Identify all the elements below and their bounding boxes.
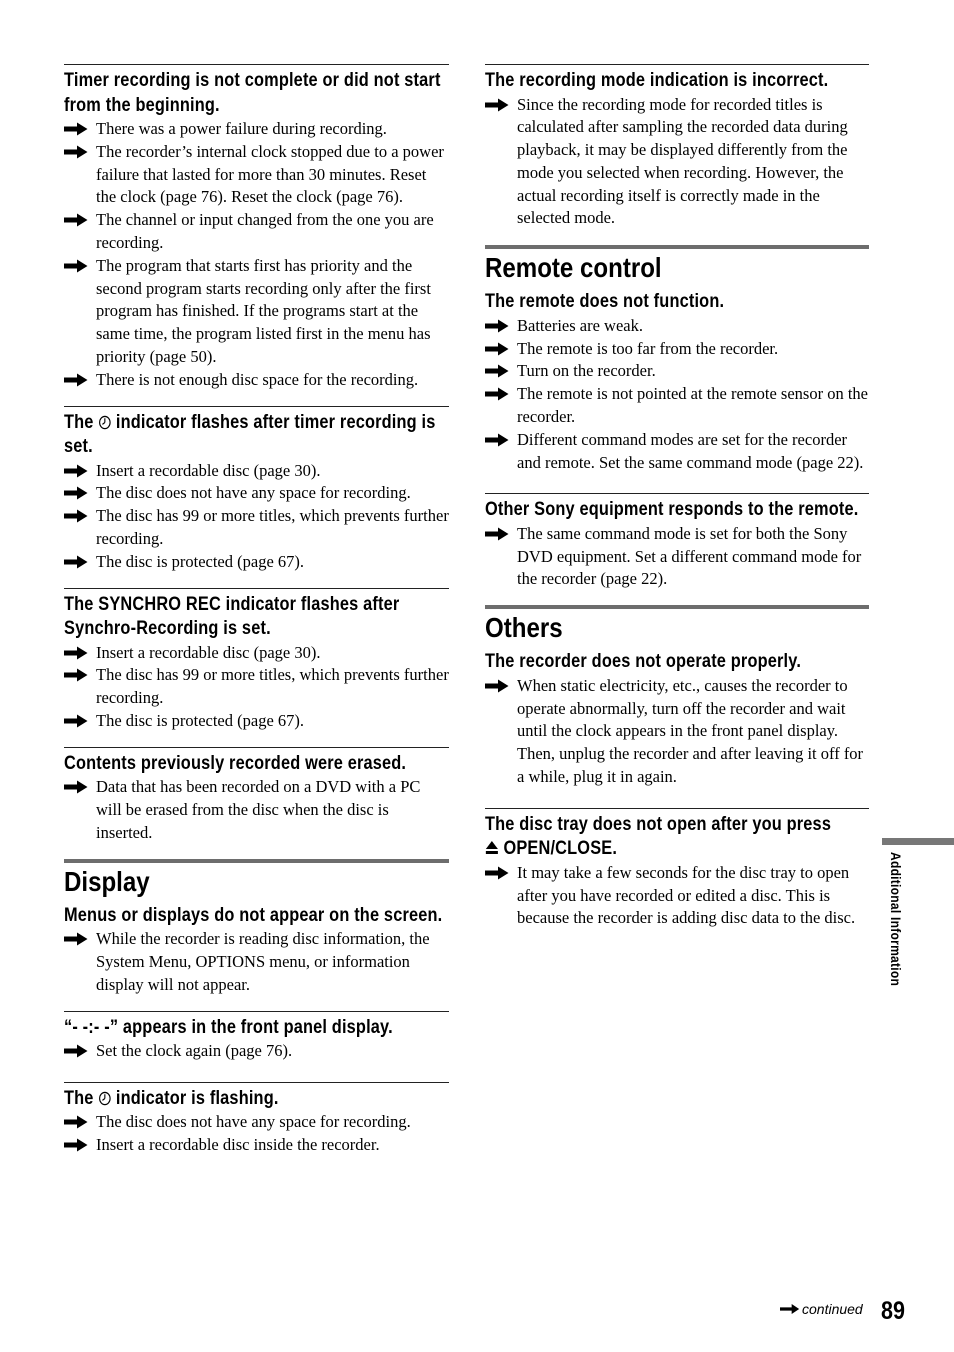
section-timer-indicator-flashes: [64, 406, 449, 574]
list-item-text: Insert a recordable disc inside the recorder.: [96, 1135, 380, 1155]
arrow-right-icon: [64, 486, 88, 500]
list-item-text: The disc has 99 or more titles, which prevents further recording.: [96, 506, 449, 548]
item-list: [64, 642, 449, 733]
section-synchro-rec: [64, 588, 449, 733]
arrow-right-icon: [485, 866, 509, 880]
item-list: [64, 1111, 449, 1157]
list-item: [485, 94, 869, 231]
item-list: [64, 118, 449, 392]
section-heading: The remote does not function.: [485, 291, 725, 313]
arrow-right-icon: [64, 259, 88, 273]
item-list: [64, 1040, 449, 1063]
section-front-panel-dashes: [64, 1011, 449, 1063]
left-column: [64, 64, 449, 1157]
section-heading: Timer recording is not complete or did not start from the beginning.: [64, 70, 441, 116]
section-recording-mode-incorrect: [485, 64, 869, 230]
list-item: [64, 1040, 449, 1063]
arrow-right-icon: [64, 373, 88, 387]
arrow-right-icon: [485, 433, 509, 447]
list-item-text: Insert a recordable disc (page 30).: [96, 642, 321, 662]
list-item: [485, 523, 869, 591]
list-item: [64, 460, 449, 483]
list-item-text: Insert a recordable disc (page 30).: [96, 460, 321, 480]
item-list: [64, 460, 449, 574]
list-item-text: Different command modes are set for the recorder and remote. Set the same command mode (page 22).: [517, 429, 864, 472]
list-item: [64, 551, 449, 574]
section-menus-not-appear: [64, 904, 449, 997]
list-item-text: There was a power failure during recording.: [96, 119, 387, 138]
list-item-text: When static electricity, etc., causes the recorder to operate abnormally, turn off the recorder and wait until the clock appears in the front panel display. Then, unplug the recorder and after leaving it off for a while, plug it in again.: [517, 675, 864, 786]
section-heading: The recording mode indication is incorrect.: [485, 70, 829, 91]
section-contents-erased: [64, 747, 449, 845]
list-item-text: The disc is protected (page 67).: [96, 710, 305, 730]
display-section-title: [64, 859, 449, 899]
heading-text-pre: The disc tray does not open after you press: [485, 813, 832, 835]
arrow-right-icon: [64, 555, 88, 569]
arrow-right-icon: [485, 342, 509, 356]
continued-text: continued: [802, 1301, 863, 1317]
item-list: [64, 776, 449, 844]
list-item-text: Turn on the recorder.: [517, 361, 656, 381]
list-item: [64, 1134, 449, 1157]
item-list: [485, 862, 869, 930]
right-column: [485, 64, 869, 930]
list-item-text: There is not enough disc space for the recording.: [96, 369, 419, 389]
section-heading: [485, 813, 868, 862]
section-heading: [64, 411, 448, 460]
list-item: [64, 1111, 449, 1134]
list-item-text: The disc has 99 or more titles, which prevents further recording.: [96, 665, 449, 708]
page-number: 89: [881, 1297, 905, 1325]
list-item: [64, 369, 449, 392]
arrow-right-icon: [64, 1115, 88, 1129]
list-item: [485, 429, 869, 475]
clock-icon: [98, 415, 111, 430]
list-item: [64, 664, 449, 710]
list-item: [64, 928, 449, 996]
arrow-right-icon: [64, 1138, 88, 1152]
arrow-right-icon: [485, 319, 509, 333]
list-item-text: Batteries are weak.: [517, 315, 643, 335]
list-item-text: The recorder’s internal clock stopped due to a power failure that lasted for more than 30 minutes. Reset the clock (page 76). Reset the clock (page 76).: [96, 141, 444, 207]
list-item: [64, 118, 449, 141]
arrow-right-icon: [64, 213, 88, 227]
arrow-right-icon: [780, 1303, 800, 1315]
others-section-title: [485, 605, 869, 645]
arrow-right-icon: [485, 527, 509, 541]
list-item-text: Data that has been recorded on a DVD with a PC will be erased from the disc when the disc is inserted.: [96, 777, 421, 842]
arrow-right-icon: [64, 668, 88, 682]
heading-text-post: OPEN/CLOSE.: [503, 838, 618, 860]
arrow-right-icon: [64, 780, 88, 794]
arrow-right-icon: [64, 509, 88, 523]
list-item: [64, 505, 449, 551]
section-heading: The recorder does not operate properly.: [485, 651, 802, 673]
list-item: [64, 255, 449, 369]
list-item-text: The channel or input changed from the one you are recording.: [96, 210, 434, 252]
arrow-right-icon: [64, 145, 88, 159]
arrow-right-icon: [485, 98, 509, 112]
list-item-text: It may take a few seconds for the disc tray to open after you have recorded or edited a disc. This is because the recorder is adding disc data to the disc.: [517, 862, 856, 928]
section-disc-tray: [485, 808, 869, 930]
heading-text-post: indicator flashes after timer recording is set.: [64, 411, 436, 458]
list-item-text: Since the recording mode for recorded titles is calculated after sampling the recorded data during playback, it may be displayed differently from the mode you selected when recording. However, the actual recording itself is correctly made in the selected mode.: [517, 94, 848, 228]
remote-section-title: [485, 245, 869, 285]
arrow-right-icon: [64, 714, 88, 728]
arrow-right-icon: [64, 1044, 88, 1058]
section-recorder-not-operate: [485, 650, 869, 788]
side-tab-bar: [882, 838, 954, 845]
list-item-text: The same command mode is set for both the Sony DVD equipment. Set a different command mode for the recorder (page 22).: [517, 523, 862, 589]
list-item-text: The remote is too far from the recorder.: [517, 338, 779, 358]
section-indicator-flashing: [64, 1082, 449, 1157]
list-item: [64, 642, 449, 665]
list-item-text: The disc does not have any space for recording.: [96, 483, 411, 503]
item-list: [64, 928, 449, 996]
side-tab-label: [887, 852, 907, 1022]
section-heading: “- -:- -” appears in the front panel display.: [64, 1016, 393, 1038]
arrow-right-icon: [485, 387, 509, 401]
section-other-sony: [485, 493, 869, 591]
section-heading: [64, 1087, 448, 1112]
section-heading: The SYNCHRO REC indicator flashes after Synchro-Recording is set.: [64, 593, 400, 640]
list-item: [64, 776, 449, 844]
list-item-text: The remote is not pointed at the remote sensor on the recorder.: [517, 384, 868, 426]
section-heading: Other Sony equipment responds to the remote.: [485, 499, 859, 521]
list-item: [485, 675, 869, 789]
remote-heading: Remote control: [485, 252, 662, 284]
item-list: [485, 675, 869, 789]
section-heading: Menus or displays do not appear on the screen.: [64, 904, 443, 926]
list-item: [485, 338, 869, 361]
clock-icon: [98, 1091, 111, 1106]
section-heading: Contents previously recorded were erased.: [64, 752, 407, 774]
heading-text-post: indicator is flashing.: [115, 1087, 279, 1109]
list-item: [64, 141, 449, 209]
arrow-right-icon: [64, 122, 88, 136]
arrow-right-icon: [64, 932, 88, 946]
list-item-text: While the recorder is reading disc information, the System Menu, OPTIONS menu, or information display will not appear.: [96, 929, 430, 994]
list-item: [485, 383, 869, 429]
list-item: [485, 862, 869, 930]
section-remote-not-function: [485, 290, 869, 474]
item-list: [485, 523, 869, 591]
list-item: [485, 315, 869, 338]
heading-text-pre: The: [64, 1087, 94, 1109]
item-list: [485, 94, 869, 231]
list-item-text: The program that starts first has priority and the second program starts recording only after the first program has finished. If the programs start at the same time, the program listed first in the menu has priority (page 50).: [96, 255, 431, 366]
section-timer-incomplete: [64, 64, 449, 392]
heading-text-pre: The: [64, 411, 94, 433]
list-item-text: Set the clock again (page 76).: [96, 1041, 293, 1061]
continued-note: [780, 1301, 863, 1317]
item-list: [485, 315, 869, 475]
others-heading: Others: [485, 612, 563, 644]
list-item: [64, 710, 449, 733]
arrow-right-icon: [485, 679, 509, 693]
arrow-right-icon: [485, 364, 509, 378]
display-heading: Display: [64, 865, 150, 897]
list-item-text: The disc does not have any space for recording.: [96, 1112, 411, 1132]
list-item: [64, 209, 449, 255]
arrow-right-icon: [64, 464, 88, 478]
arrow-right-icon: [64, 646, 88, 660]
list-item: [485, 360, 869, 383]
eject-icon: [485, 840, 499, 855]
list-item-text: The disc is protected (page 67).: [96, 551, 305, 571]
list-item: [64, 482, 449, 505]
side-tab-text: Additional Information: [888, 852, 904, 987]
